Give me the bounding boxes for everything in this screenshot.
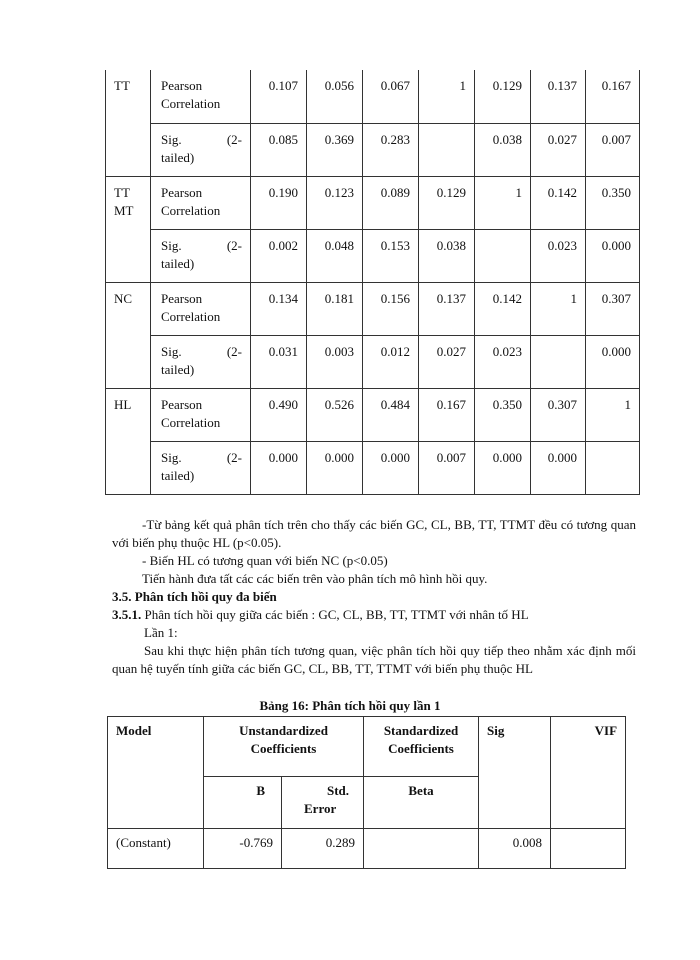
table-cell: 0.000 [586,229,640,282]
row-constant-sig: 0.008 [479,829,551,869]
header-beta: Beta [364,777,479,829]
table-cell: 0.156 [363,282,419,335]
statistic-label-line1b: (2- [226,237,242,253]
table-cell: 0.350 [586,176,640,229]
subsection-number: 3.5.1. [112,607,142,622]
table-cell: 0.484 [363,388,419,441]
row-constant-vif [551,829,626,869]
header-std-error [282,777,364,829]
table-cell: 0.038 [475,123,531,176]
statistic-label-line1: Pearson [161,78,203,93]
table-cell: 0.129 [419,176,475,229]
statistic-label-line1: Sig. [161,343,182,359]
table-row [106,229,640,282]
table-cell [475,229,531,282]
table-cell: 0.107 [251,70,307,123]
row-constant-beta [364,829,479,869]
header-unstandardized-line2: Coefficients [250,741,317,756]
table-cell [531,335,586,388]
table-cell: 0.369 [307,123,363,176]
section-heading: 3.5. Phân tích hồi quy đa biến [112,589,277,604]
table-cell: 0.123 [307,176,363,229]
paragraph-regression-intro: Sau khi thực hiện phân tích tương quan, việc phân tích hồi quy tiếp theo nhằm xác định mối quan hệ tuyến tính giữa các biến GC, CL, BB, TT, TTMT với biến phụ thuộc HL [112,643,636,676]
table-cell: 0.012 [363,335,419,388]
table-cell: 0.000 [586,335,640,388]
table-cell: 0.000 [307,441,363,494]
subsection-heading [112,606,636,624]
regression-table [107,716,626,869]
statistic-label-line2: Correlation [161,308,221,324]
statistic-label [151,441,251,494]
table-cell: 0.283 [363,123,419,176]
table-cell: 0.167 [419,388,475,441]
table-cell: 0.027 [531,123,586,176]
header-sig: Sig [479,717,551,829]
table-row [106,176,640,229]
paragraph-next-step: Tiến hành đưa tất các các biến trên vào phân tích mô hình hồi quy. [142,571,488,586]
header-standardized [364,717,479,777]
statistic-label-line2: Correlation [161,202,221,218]
table-cell: 0.129 [475,70,531,123]
row-constant-b: -0.769 [204,829,282,869]
table-cell: 0.142 [531,176,586,229]
statistic-label [151,176,251,229]
table-cell: 0.023 [475,335,531,388]
table-cell: 0.137 [531,70,586,123]
table-cell: 0.134 [251,282,307,335]
table-cell: 0.000 [363,441,419,494]
header-vif: VIF [551,717,626,829]
table-cell: 0.007 [419,441,475,494]
table-cell [419,123,475,176]
statistic-label [151,123,251,176]
header-b: B [204,777,282,829]
subsection-title: Phân tích hồi quy giữa các biến : GC, CL, BB, TT, TTMT với nhân tố HL [141,607,529,622]
table-cell: 0.089 [363,176,419,229]
table-cell: 0.067 [363,70,419,123]
table-cell: 0.056 [307,70,363,123]
paragraph-round: Lần 1: [144,625,178,640]
statistic-label-line1: Pearson [161,184,203,200]
variable-label: TT [106,70,151,176]
table-caption: Bảng 16: Phân tích hồi quy lần 1 [259,698,441,713]
statistic-label-line1b: (2- [226,131,242,147]
table-row [106,441,640,494]
table-cell: 0.003 [307,335,363,388]
statistic-label-line2: Correlation [161,414,221,430]
header-standardized-line1: Standardized [383,723,459,738]
table-cell: 0.038 [419,229,475,282]
table-cell: 0.000 [251,441,307,494]
variable-label: NC [106,282,151,388]
table-cell: 0.027 [419,335,475,388]
statistic-label-line2: Correlation [161,96,221,111]
table-cell: 0.350 [475,388,531,441]
statistic-label-line2: tailed) [161,255,195,271]
table-cell: 1 [586,388,640,441]
statistic-label [151,335,251,388]
table-cell: 1 [531,282,586,335]
paragraph-hl-nc: - Biến HL có tương quan với biến NC (p<0.05) [142,553,388,568]
header-model: Model [108,717,204,829]
table-cell: 0.007 [586,123,640,176]
statistic-label [151,282,251,335]
statistic-label [151,229,251,282]
table-row [106,123,640,176]
table-row [106,282,640,335]
statistic-label [151,70,251,123]
table-cell: 0.023 [531,229,586,282]
correlation-table [105,70,640,495]
table-cell [586,441,640,494]
table-row [106,388,640,441]
table-cell: 0.142 [475,282,531,335]
header-standardized-line2: Coefficients [388,741,454,756]
variable-label: HL [106,388,151,494]
table-cell: 0.000 [475,441,531,494]
statistic-label-line2: tailed) [161,467,195,483]
table-cell: 0.031 [251,335,307,388]
header-std-error-line2: Error [304,801,337,816]
table-cell: 0.190 [251,176,307,229]
table-cell: 0.307 [586,282,640,335]
header-unstandardized [204,717,364,777]
table-cell: 0.048 [307,229,363,282]
statistic-label-line1: Sig. [161,131,182,147]
statistic-label-line2: tailed) [161,149,195,165]
statistic-label-line1: Sig. [161,237,182,253]
table-cell: 0.137 [419,282,475,335]
table-row [106,335,640,388]
table-cell: 0.181 [307,282,363,335]
statistic-label-line1b: (2- [226,449,242,465]
paragraph-result: -Từ bảng kết quả phân tích trên cho thấy các biến GC, CL, BB, TT, TTMT đều có tương quan với biến phụ thuộc HL (p<0.05). [112,517,636,550]
table-cell: 1 [419,70,475,123]
table-cell: 0.526 [307,388,363,441]
row-constant-std-error: 0.289 [282,829,364,869]
table-cell: 0.167 [586,70,640,123]
table-cell: 1 [475,176,531,229]
table-cell: 0.153 [363,229,419,282]
table-cell: 0.085 [251,123,307,176]
table-cell: 0.307 [531,388,586,441]
statistic-label-line1: Pearson [161,290,203,306]
statistic-label-line1b: (2- [226,343,242,359]
row-constant-label: (Constant) [108,829,204,869]
table-cell: 0.490 [251,388,307,441]
table-cell: 0.002 [251,229,307,282]
header-unstandardized-line1: Unstandardized [239,723,328,738]
statistic-label-line1: Sig. [161,449,182,465]
statistic-label [151,388,251,441]
table-cell: 0.000 [531,441,586,494]
statistic-label-line2: tailed) [161,361,195,377]
variable-label: TT MT [106,176,151,282]
header-std-error-line1: Std. [326,783,350,798]
statistic-label-line1: Pearson [161,396,203,412]
table-row [106,70,640,123]
